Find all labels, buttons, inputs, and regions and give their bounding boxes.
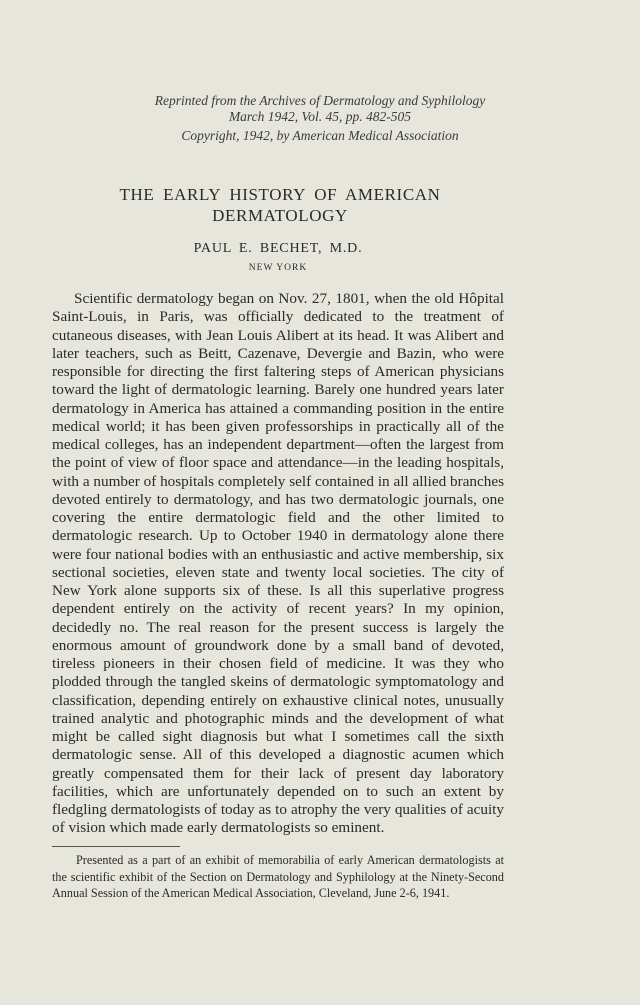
copyright-notice: Copyright, 1942, by American Medical Association — [181, 128, 459, 143]
footnote-divider — [52, 846, 180, 847]
article-title-line1: THE EARLY HISTORY OF AMERICAN — [119, 185, 441, 204]
author-location: NEW YORK — [248, 263, 308, 273]
article-body — [52, 290, 504, 838]
article-title-line2: DERMATOLOGY — [212, 206, 348, 225]
author-name: PAUL E. BECHET, M.D. — [193, 241, 363, 256]
reprint-notice-line1: Reprinted from the Archives of Dermatology and Syphilology — [154, 93, 486, 108]
body-paragraph: Scientific dermatology began on Nov. 27, 1801, when the old Hôpital Saint-Louis, in Paris, was officially dedicated to the treatment of cutaneous diseases, with Jean Louis Alibert at its head. It was Alibert and later teachers, such as Beitt, Cazenave, Devergie and Bazin, who were responsible for directing the first faltering steps of American physicians toward the light of dermatologic learning. Barely one hundred years later dermatology in America has attained a commanding position in the entire medical world; it has been given professorships in practically all of the medical colleges, has an independent department—often the largest from the point of view of floor space and attendance—in the leading hospitals, with a number of hospitals completely self contained in all allied branches devoted entirely to dermatology, and has two dermatologic journals, one covering the entire dermatologic field and the other limited to dermatologic research. Up to October 1940 in dermatology alone there were four national bodies with an enthusiastic and active membership, six sectional societies, eleven state and twenty local societies. The city of New York alone supports six of these. Is all this superlative progress dependent entirely on the activity of recent years? In my opinion, decidedly no. The real reason for the present success is largely the enormous amount of groundwork done by a small band of devoted, tireless pioneers in their chosen field of medicine. It was they who plodded through the tangled skeins of dermatologic symptomatology and classification, depending entirely on exhaustive clinical notes, unusually trained analytic and photographic minds and the development of what might be called sight diagnosis but what I sometimes call the sixth dermatologic sense. All of this developed a diagnostic acumen which greatly compensated them for their lack of present day laboratory facilities, which are unfortunately depended on to such an extent by fledgling dermatologists of today as to atrophy the very qualities of acuity of vision which made early dermatologists so eminent. — [52, 290, 504, 837]
reprint-notice-line2: March 1942, Vol. 45, pp. 482-505 — [228, 109, 412, 124]
footnote: Presented as a part of an exhibit of memorabilia of early American dermatologists at the scientific exhibit of the Section on Dermatology and Syphilology at the Ninety-Second Annual Session of the American Medical Association, Cleveland, June 2-6, 1941. — [52, 853, 504, 900]
